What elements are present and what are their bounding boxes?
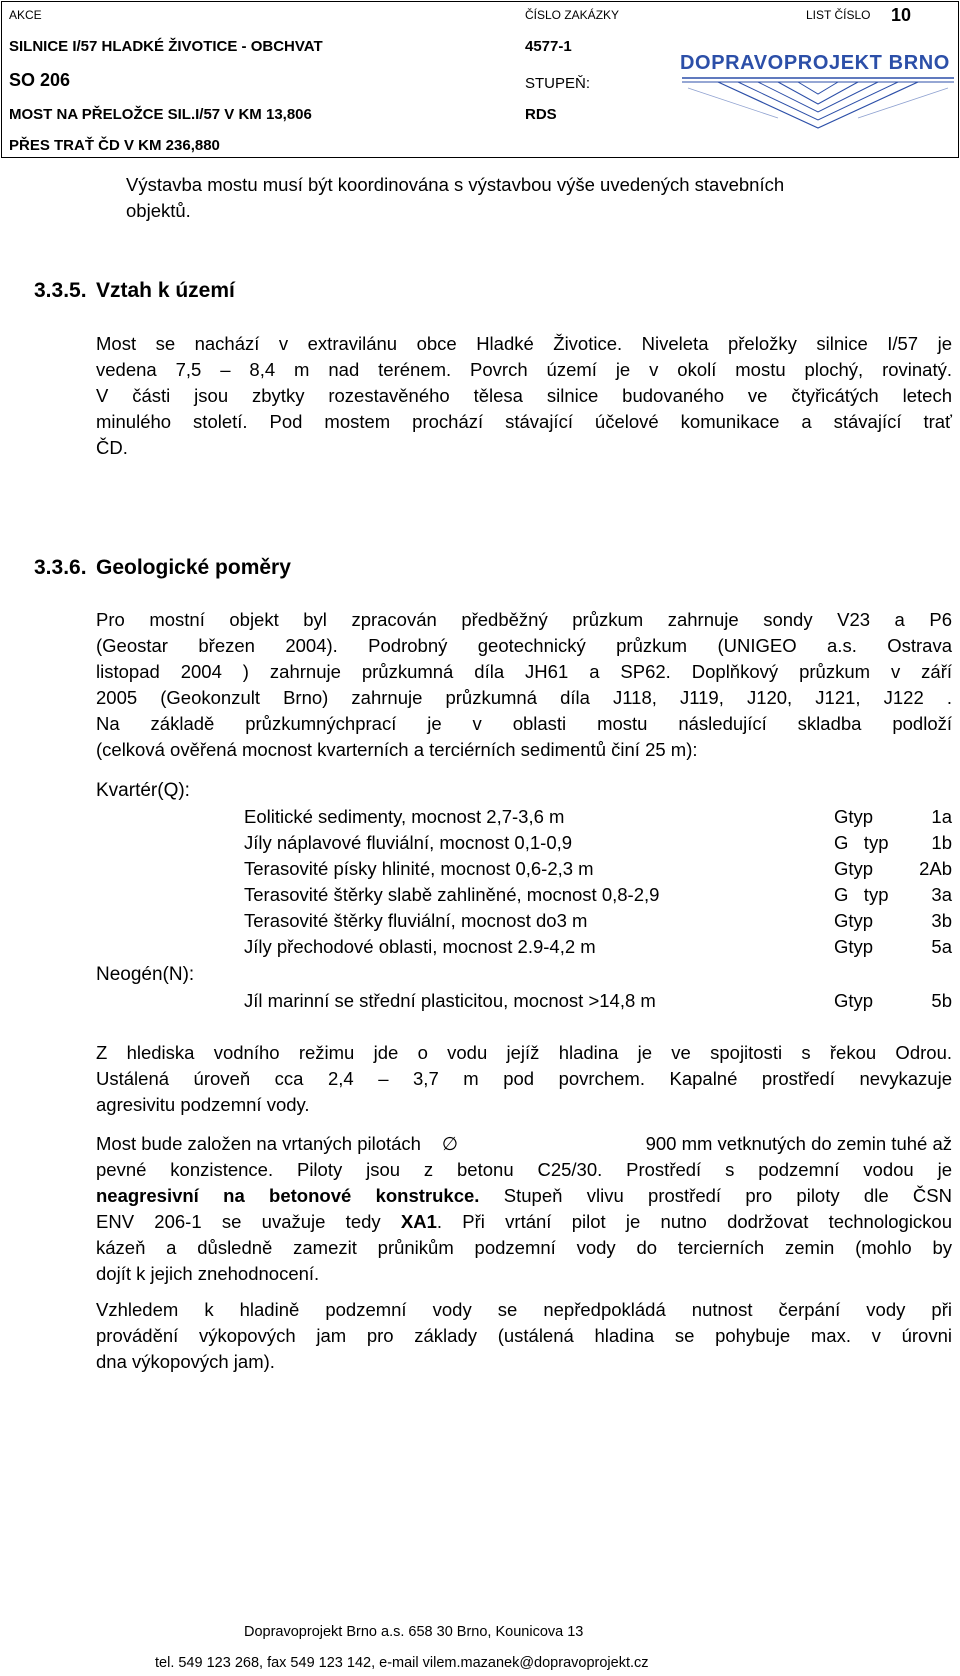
text-span: ENV 206-1 se uvažuje tedy [96,1211,401,1232]
diameter-symbol: ∅ [441,1133,459,1154]
title-block [1,1,959,158]
paragraph-line: Most se nachází v extravilánu obce Hladké Životice. Niveleta přeložky silnice I/57 je [96,333,952,354]
soil-code-class: 3b [931,910,952,931]
soil-row-code [834,884,952,906]
soil-code-class: 5a [931,936,952,957]
zakazka-value: 4577-1 [525,38,572,55]
paragraph-line: V části jsou zbytky rozestavěného tělesa silnice budovaného ve čtyřicátých letech [96,385,952,406]
soil-row-code [834,936,952,958]
soil-code-type: Gtyp [834,936,874,957]
paragraph-line: dna výkopových jam). [96,1351,275,1372]
paragraph-line: Ustálená úroveň cca 2,4 – 3,7 m pod povrchem. Kapalné prostředí nevykazuje [96,1068,952,1089]
soil-row-code [834,910,952,932]
soil-row-name: Terasovité štěrky fluviální, mocnost do3 m [244,910,588,931]
section-335-paragraph [96,331,952,461]
foundation-paragraph [96,1131,952,1287]
soil-code-class: 5b [931,990,952,1011]
soil-code-type: Gtyp [834,806,874,827]
list-cislo-label: LIST ČÍSLO [806,8,871,22]
intro-line-1: Výstavba mostu musí být koordinována s výstavbou výše uvedených stavebních [126,174,785,195]
paragraph-line: dojít k jejich znehodnocení. [96,1263,320,1284]
paragraph-line: (Geostar březen 2004). Podrobný geotechnický průzkum (UNIGEO a.s. Ostrava [96,635,952,656]
paragraph-line: Z hlediska vodního režimu jde o vodu jejíž hladina je ve spojitosti s řekou Odrou. [96,1042,952,1063]
paragraph-line: Na základě průzkumnýchprací je v oblasti mostu následující skladba podloží [96,713,952,734]
bold-span: XA1 [400,1211,437,1232]
paragraph-line [96,1183,952,1209]
text-span: Most bude založen na vrtaných pilotách [96,1133,421,1154]
soil-code-type: G typ [834,884,889,905]
paragraph-line: minulého století. Pod mostem prochází stávající účelové komunikace a stávající trať [96,411,952,432]
so-number: SO 206 [9,70,71,90]
kvarter-label: Kvartér(Q): [96,780,190,801]
footer-address: Dopravoprojekt Brno a.s. 658 30 Brno, Kounicova 13 [244,1624,584,1640]
section-335-title: Vztah k území [96,279,235,302]
soil-code-class: 1b [931,832,952,853]
bold-span: neagresivní na betonové konstrukce. [96,1185,480,1206]
soil-row-code [834,858,952,880]
list-cislo-value: 10 [891,5,912,25]
paragraph-line: pevné konzistence. Piloty jsou z betonu C25/30. Prostředí s podzemní vodou je [96,1159,952,1180]
soil-code-class: 3a [931,884,952,905]
geology-paragraph-1 [96,607,952,763]
excavation-paragraph [96,1297,952,1375]
company-logo [678,48,958,138]
intro-line-2: objektů. [126,200,191,221]
paragraph-line [96,1209,952,1235]
paragraph-line: 2005 (Geokonzult Brno) zahrnuje průzkumná díla J118, J119, J120, J121, J122 . [96,687,952,708]
soil-code-type: Gtyp [834,910,874,931]
soil-code-class: 2Ab [919,858,952,879]
paragraph-line: agresivitu podzemní vody. [96,1094,310,1115]
groundwater-paragraph [96,1040,952,1118]
soil-row-name: Jíly náplavové fluviální, mocnost 0,1-0,9 [244,832,573,853]
soil-code-type: Gtyp [834,858,874,879]
paragraph-line: (celková ověřená mocnost kvarterních a terciérních sedimentů činí 25 m): [96,739,698,760]
section-336-number: 3.3.6. [34,556,87,579]
logo-text: DOPRAVOPROJEKT BRNO [680,52,950,74]
paragraph-line: vedena 7,5 – 8,4 m nad terénem. Povrch území je v okolí mostu plochý, rovinatý. [96,359,952,380]
soil-row-name: Terasovité štěrky slabě zahliněné, mocnost 0,8-2,9 [244,884,660,905]
cislo-zakazky-label: ČÍSLO ZAKÁZKY [525,8,620,22]
text-span: . Při vrtání pilot je nutno dodržovat technologickou [436,1211,953,1232]
soil-row-name: Jíl marinní se střední plasticitou, mocnost >14,8 m [244,990,656,1011]
paragraph-line [96,1131,952,1157]
paragraph-line: kázeň a důsledně zamezit průnikům podzemní vody do tercierních zemin (mohlo by [96,1237,952,1258]
soil-row-code [834,832,952,854]
section-336-title: Geologické poměry [96,556,291,579]
object-name: MOST NA PŘELOŽCE SIL.I/57 V KM 13,806 [9,106,312,123]
soil-row-name: Eolitické sedimenty, mocnost 2,7-3,6 m [244,806,565,827]
soil-code-type: Gtyp [834,990,874,1011]
akce-label: AKCE [9,8,42,22]
soil-code-class: 1a [931,806,952,827]
paragraph-line: listopad 2004 ) zahrnuje průzkumná díla JH61 a SP62. Doplňkový průzkum v září [96,661,952,682]
project-name: SILNICE I/57 HLADKÉ ŽIVOTICE - OBCHVAT [9,38,323,55]
paragraph-line: provádění výkopových jam pro základy (ustálená hladina se pohybuje max. v úrovni [96,1325,952,1346]
paragraph-line: Pro mostní objekt byl zpracován předběžný průzkum zahrnuje sondy V23 a P6 [96,609,952,630]
section-335-number: 3.3.5. [34,279,87,302]
paragraph-line: Vzhledem k hladině podzemní vody se nepředpokládá nutnost čerpání vody při [96,1299,952,1320]
paragraph-line: ČD. [96,437,128,458]
footer-contact: tel. 549 123 268, fax 549 123 142, e-mail vilem.mazanek@dopravoprojekt.cz [155,1655,649,1671]
bridge-logo-icon [678,48,958,138]
text-span: 900 mm vetknutých do zemin tuhé až [645,1133,952,1154]
soil-row-name: Jíly přechodové oblasti, mocnost 2.9-4,2 m [244,936,596,957]
stupen-value: RDS [525,106,557,123]
soil-code-type: G typ [834,832,889,853]
text-span: Stupeň vlivu prostředí pro piloty dle ČSN [479,1185,952,1206]
stupen-label: STUPEŇ: [525,75,591,92]
object-location: PŘES TRAŤ ČD V KM 236,880 [9,137,220,154]
soil-row-code [834,990,952,1012]
neogen-label: Neogén(N): [96,964,195,985]
soil-row-code [834,806,952,828]
soil-row-name: Terasovité písky hlinité, mocnost 0,6-2,3 m [244,858,594,879]
